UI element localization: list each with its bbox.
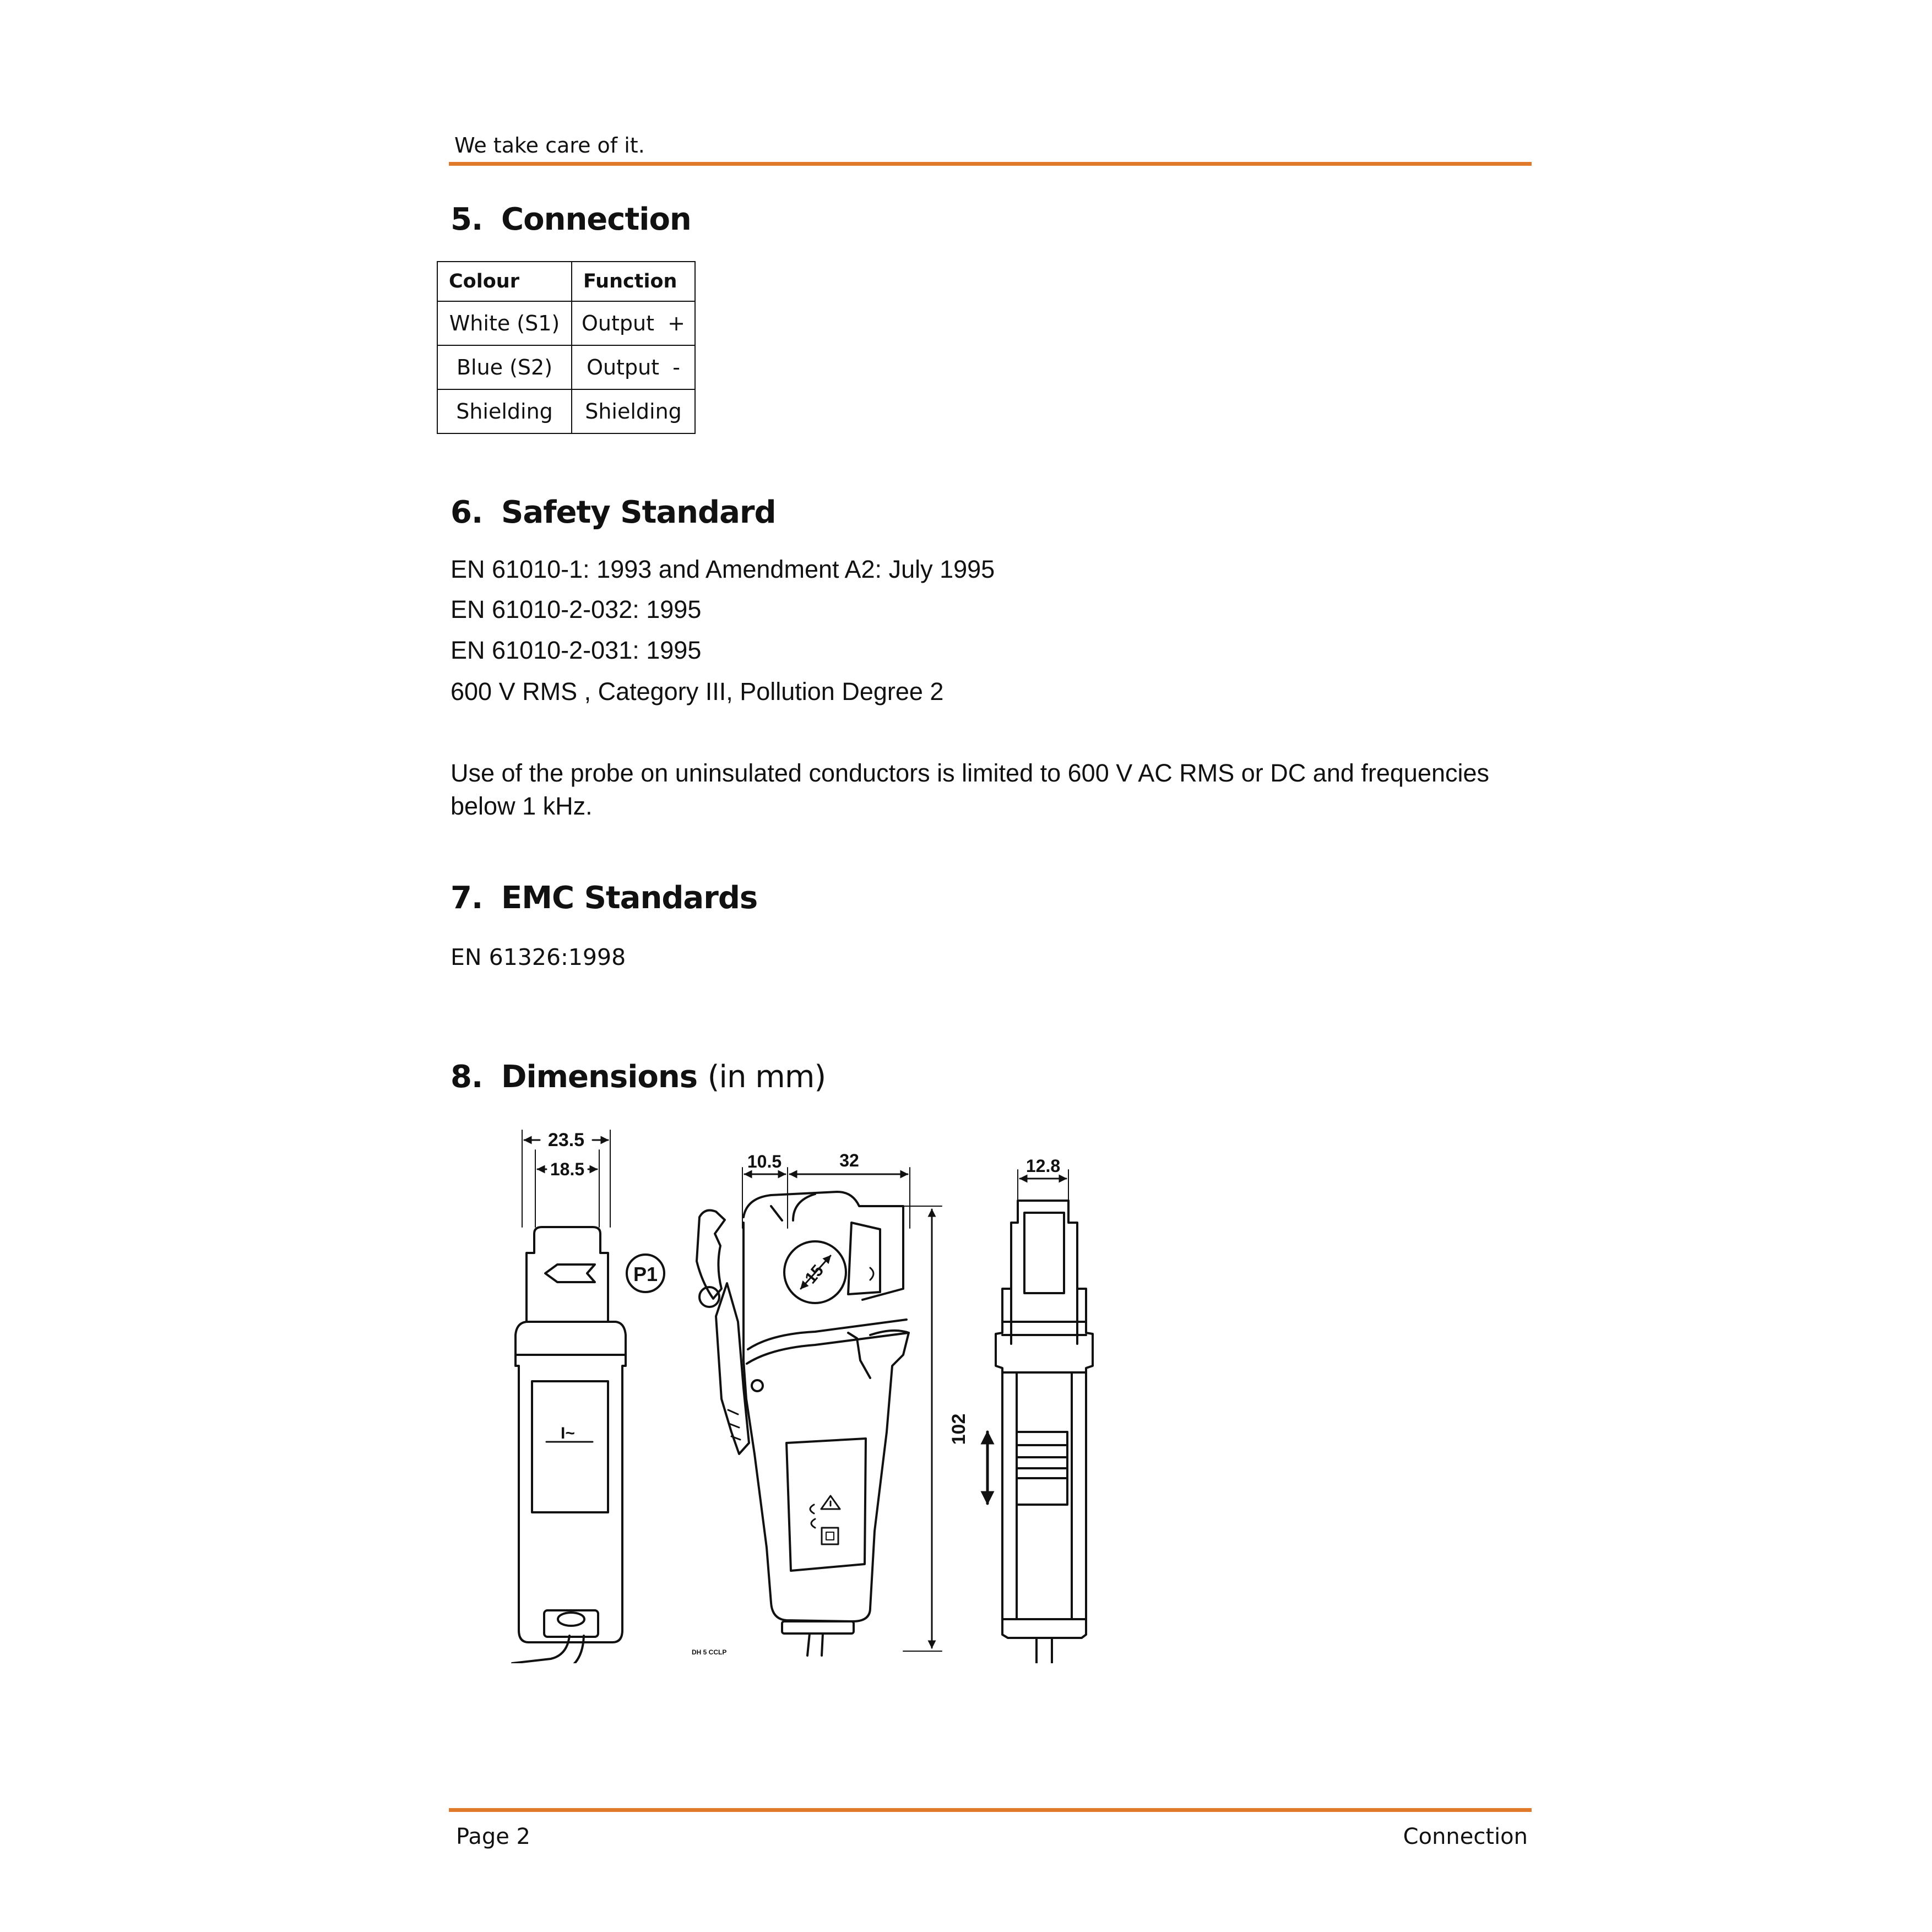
table-cell: Blue (S2) — [437, 345, 572, 389]
footer-page-number: Page 2 — [456, 1824, 530, 1849]
callout-p1: P1 — [633, 1263, 658, 1285]
dim-height: 102 — [948, 1413, 969, 1445]
standard-line: 600 V RMS , Category III, Pollution Degree 2 — [451, 677, 944, 705]
table-cell: Shielding — [572, 389, 695, 433]
dim-jaw-offset: 10.5 — [747, 1152, 782, 1171]
standard-line: EN 61010-1: 1993 and Amendment A2: July 1995 — [451, 555, 995, 583]
dim-jaw-diameter: 15 — [801, 1261, 828, 1288]
header-rule — [449, 162, 1532, 166]
standard-line: EN 61010-2-032: 1995 — [451, 595, 702, 623]
table-header-function: Function — [572, 262, 695, 301]
section-number: 5. — [451, 202, 483, 237]
safety-note: Use of the probe on uninsulated conductors is limited to 600 V AC RMS or DC and frequencies below 1 kHz. — [451, 759, 1490, 820]
table-row — [437, 345, 695, 389]
section-number: 7. — [451, 880, 483, 916]
current-symbol: I~ — [561, 1424, 575, 1442]
table-header-row — [437, 262, 695, 301]
side-view — [692, 1150, 969, 1656]
section-connection-heading — [451, 202, 691, 237]
table-cell: Shielding — [437, 389, 572, 433]
section-number: 6. — [451, 495, 483, 530]
section-title: EMC Standards — [501, 880, 758, 916]
footer-rule — [449, 1808, 1532, 1812]
dimensions-drawing — [485, 1124, 1168, 1663]
section-unit: (in mm) — [707, 1059, 826, 1095]
table-cell: Output - — [572, 345, 695, 389]
emc-standard: EN 61326:1998 — [451, 944, 626, 970]
front-view — [512, 1130, 664, 1663]
dim-outer-width: 23.5 — [547, 1130, 585, 1150]
section-dimensions-heading — [451, 1059, 826, 1095]
drawing-reference: DH 5 CCLP — [692, 1648, 727, 1656]
header-tagline: We take care of it. — [454, 133, 645, 158]
table-cell: Output + — [572, 301, 695, 345]
table-header-colour: Colour — [437, 262, 572, 301]
section-title: Connection — [501, 202, 691, 237]
section-title: Safety Standard — [501, 495, 776, 530]
section-title: Dimensions — [501, 1059, 698, 1095]
section-emc-heading — [451, 880, 757, 916]
section-number: 8. — [451, 1059, 483, 1095]
connection-table — [437, 261, 696, 434]
section-safety-heading — [451, 495, 776, 530]
standard-line: EN 61010-2-031: 1995 — [451, 636, 702, 664]
table-cell: White (S1) — [437, 301, 572, 345]
edge-view — [987, 1156, 1093, 1663]
dim-jaw-width: 32 — [839, 1150, 859, 1170]
table-row — [437, 389, 695, 433]
dim-side-width: 12.8 — [1025, 1156, 1061, 1176]
dim-inner-width: 18.5 — [550, 1159, 585, 1179]
footer-section-name: Connection — [1403, 1824, 1528, 1849]
table-row — [437, 301, 695, 345]
